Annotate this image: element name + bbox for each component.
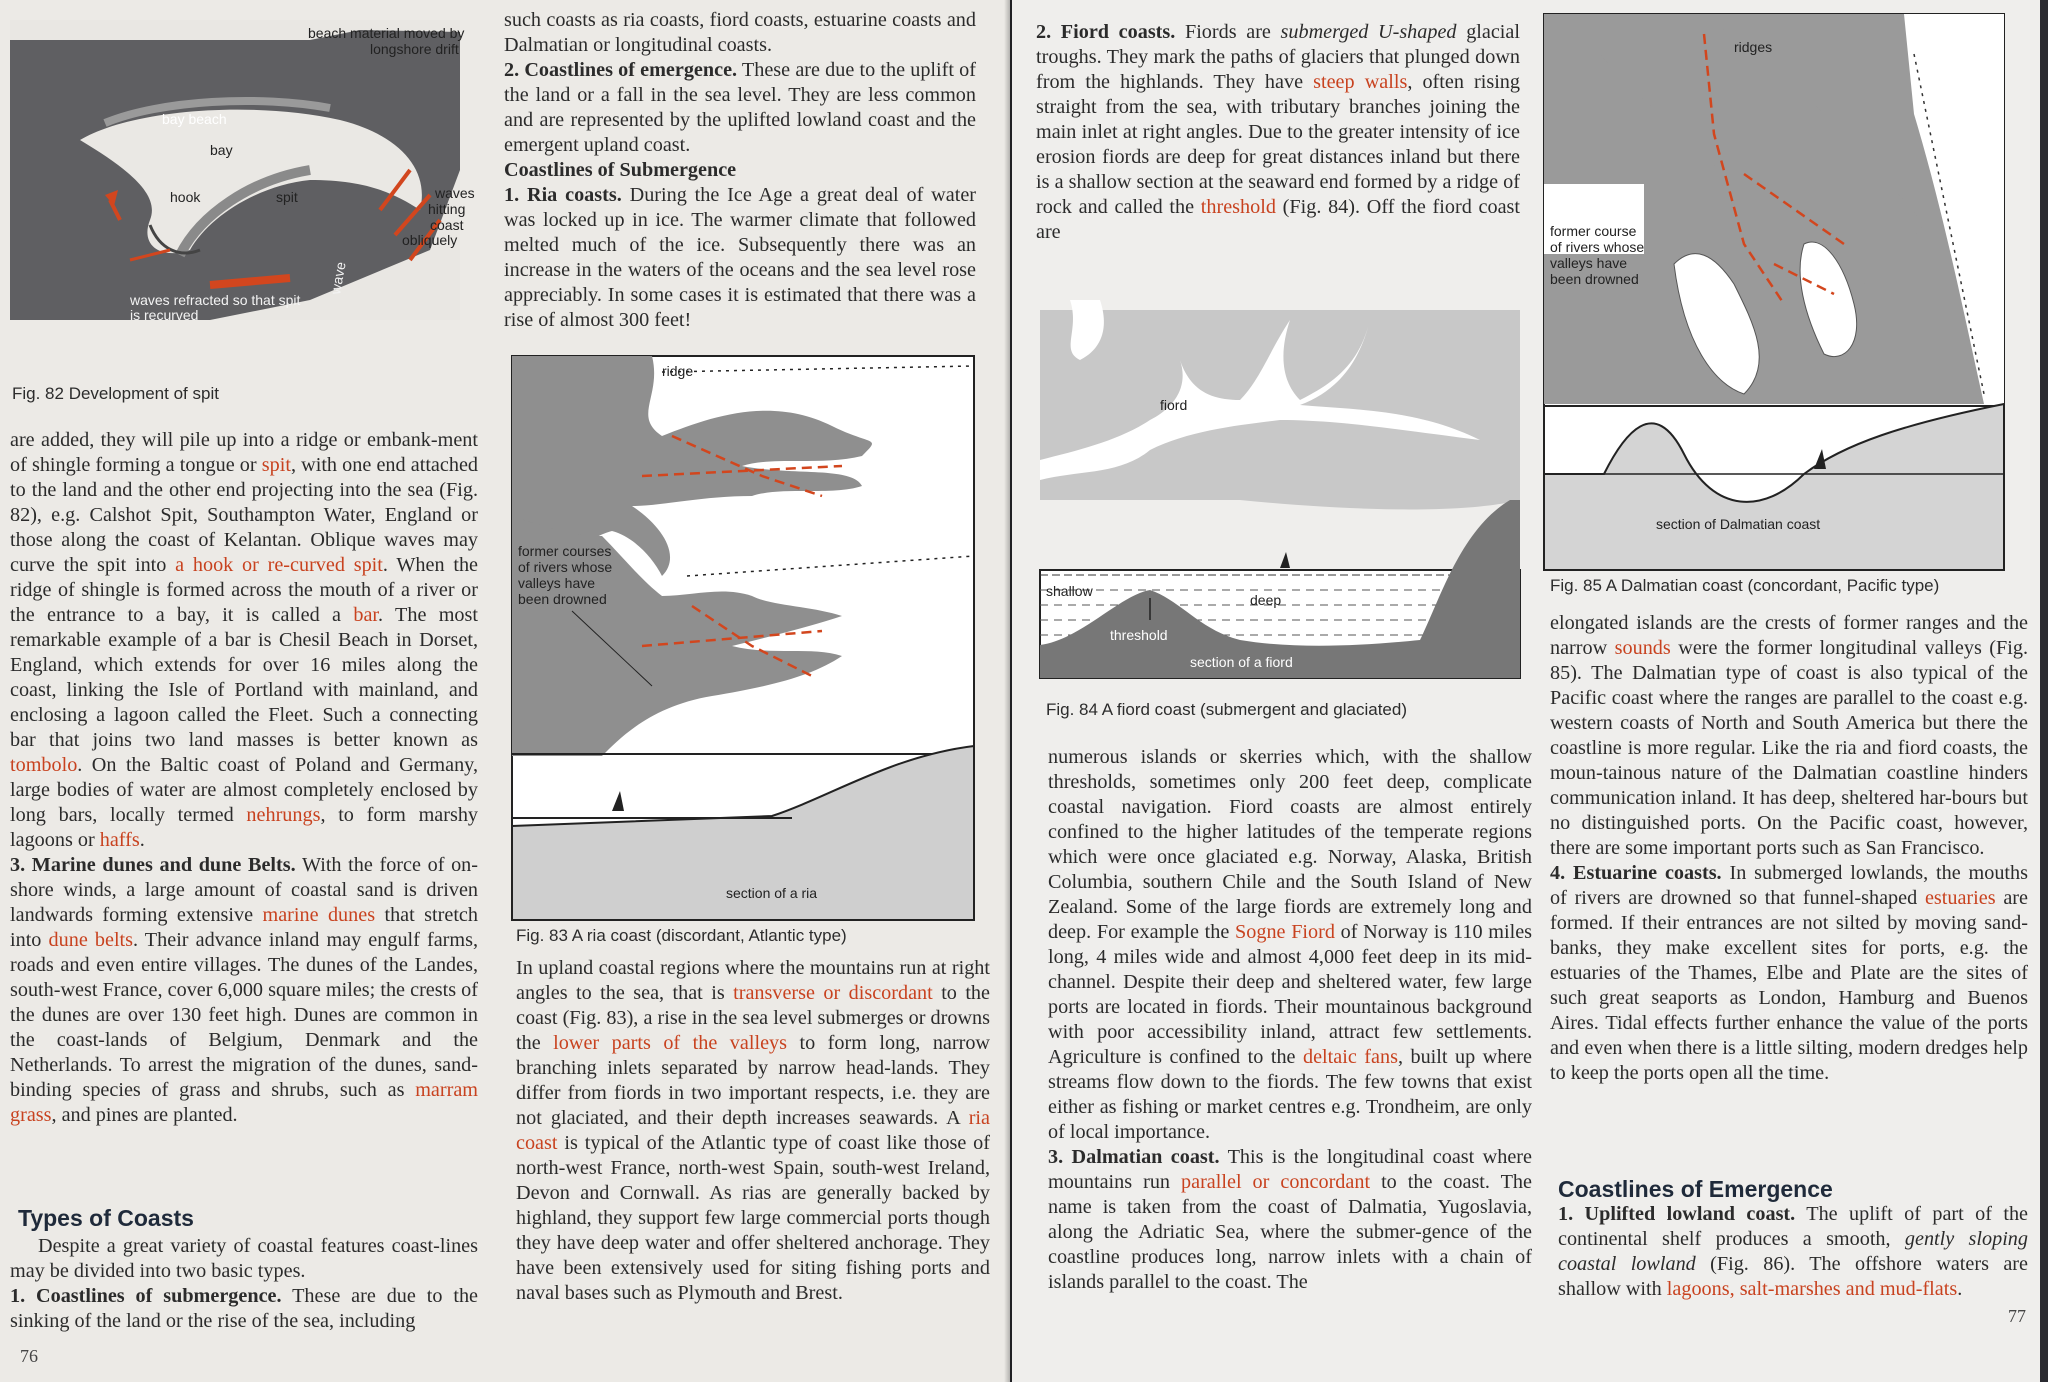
key-term: transverse or discordant: [733, 982, 933, 1004]
key-term: threshold: [1200, 196, 1276, 218]
paragraph: Despite a great variety of coastal features coast-lines may be divided into two basic types.: [10, 1235, 478, 1282]
fig83-label-former4: been drowned: [518, 591, 607, 607]
key-term: estuaries: [1924, 887, 1996, 909]
key-term: a hook or re-curved spit: [175, 554, 383, 576]
fig82-spit-diagram: [10, 20, 475, 323]
paragraph: 1. Coastlines of submergence. These are due to the sinking of the land or the rise of the sea, including: [10, 1285, 479, 1332]
column-3-top-text: [1036, 20, 1520, 245]
key-term: marram grass: [10, 1079, 478, 1126]
fig82-label-wave: wave: [327, 260, 349, 296]
fig82-label-hook: hook: [170, 189, 201, 205]
paragraph: 3. Marine dunes and dune Belts. With the force of on-shore winds, a large amount of coastal sand is driven landwards forming extensive marine dunes that stretch into dune belts. Their advance inland may engulf farms, roads and even entire villages. The dunes of the Landes, south-west France, cover 6,000 square miles; the crests of the dunes are over 130 feet high. Dunes are common in the coast-lands of Belgium, Denmark and the Netherlands. To arrest the migration of the dunes, sand-binding species of grass and shrubs, such as marram grass, and pines are planted.: [10, 854, 479, 1126]
fig82-label-waves3: coast: [430, 217, 464, 233]
types-of-coasts-heading: Types of Coasts: [18, 1205, 194, 1231]
bold-term: 3. Marine dunes and dune Belts.: [10, 854, 296, 876]
fig85-label-former1: former course: [1550, 223, 1637, 239]
fig83-label-former3: valleys have: [518, 575, 596, 591]
column-1-text: [10, 428, 478, 1128]
fig84-label-deep: deep: [1250, 592, 1282, 608]
key-term: lagoons, salt-marshes and mud-flats: [1666, 1278, 1958, 1300]
paragraph: In upland coastal regions where the mountains run at right angles to the sea, that is transverse or discordant to the coast (Fig. 83), a rise in the sea level submerges or drowns the lower parts of the valleys to form long, narrow branching inlets separated by narrow head-lands. They differ from fiords in two important respects, i.e. they are not glaciated, and their depth increases seawards. A ria coast is typical of the Atlantic type of coast like those of north-west France, north-west Spain, south-west Ireland, Devon and Cornwall. As rias are generally backed by highland, they support few large commercial ports though they have deep water and offer sheltered anchorage. They have been extensively used for siting fishing ports and naval bases such as Plymouth and Brest.: [516, 957, 990, 1304]
fig82-label-waves2: hitting: [428, 201, 466, 217]
key-term: tombolo: [10, 754, 78, 776]
page-number-right: 77: [2008, 1306, 2026, 1326]
paragraph: 4. Estuarine coasts. In submerged lowlands, the mouths of rivers are drowned so that funnel-shaped estuaries are formed. If their entrances are not silted by moving sand-banks, they make excellent sites for ports, e.g. the estuaries of the Thames, Elbe and Plate are the sites of such great seaports as London, Hamburg and Buenos Aires. Tidal effects further enhance the value of the ports and even when there is a little silting, modern dredges help to keep the ports open all the time.: [1550, 862, 2028, 1084]
coastlines-of-emergence-heading: Coastlines of Emergence: [1558, 1176, 1833, 1202]
fig84-label-threshold: threshold: [1110, 627, 1168, 643]
paragraph: [504, 158, 976, 183]
key-term: parallel or concordant: [1181, 1171, 1371, 1193]
key-term: steep walls: [1313, 71, 1408, 93]
bold-term: 1. Coastlines of submergence.: [10, 1285, 282, 1307]
fig85-label-ridges: ridges: [1734, 39, 1773, 55]
key-term: ria coast: [516, 1107, 990, 1154]
paragraph: 2. Fiord coasts. Fiords are submerged U-shaped glacial troughs. They mark the paths of glaciers that plunged down from the highlands. They have steep walls, often rising straight from the sea, with tributary branches joining the main inlet at right angles. Due to the greater intensity of ice erosion fiords are deep for great distances inland but there is a shallow section at the seaward end formed by a ridge of rock and called the threshold (Fig. 84). Off the fiord coast are: [1036, 21, 1521, 243]
key-term: spit: [261, 454, 291, 476]
fig83-caption: Fig. 83 A ria coast (discordant, Atlantic type): [516, 926, 847, 945]
fig83-ria-coast-diagram: [512, 356, 974, 920]
bold-term: 3. Dalmatian coast.: [1048, 1146, 1220, 1168]
fig82-label-drift2: longshore drift: [370, 41, 459, 57]
fig83-label-ridge: ridge: [662, 363, 694, 379]
fig82-label-bay-beach: bay beach: [162, 111, 227, 127]
paragraph: such coasts as ria coasts, fiord coasts, estuarine coasts and Dalmatian or longitudinal coasts.: [504, 9, 976, 56]
key-term: lower parts of the valleys: [553, 1032, 787, 1054]
key-term: nehrungs: [246, 804, 321, 826]
column-2-top-text: [504, 8, 976, 333]
key-term: Sogne Fiord: [1235, 921, 1335, 943]
fig82-label-bay: bay: [210, 142, 233, 158]
key-term: deltaic fans: [1303, 1046, 1398, 1068]
bold-term: 1. Ria coasts.: [504, 184, 622, 206]
fig83-label-section: section of a ria: [726, 885, 818, 901]
paragraph: numerous islands or skerries which, with the shallow thresholds, sometimes only 200 feet deep, complicate coastal navigation. Fiord coasts are almost entirely confined to the higher latitudes of the temperate regions which were once glaciated e.g. Norway, Alaska, British Columbia, southern Chile and the South Island of New Zealand. Some of the large fiords are extremely long and deep. For example the Sogne Fiord of Norway is 110 miles long, 4 miles wide and almost 4,000 feet deep in its mid-channel. Despite their deep and sheltered water, few large ports are located in fiords. Their mountainous background with poor accessibility inland, attract few settlements. Agriculture is confined to the deltaic fans, built up where streams flow down to the fiords. The few towns that exist either as fishing or market centres e.g. Trondheim, are only of local importance.: [1048, 746, 1533, 1143]
key-term: sounds: [1614, 637, 1671, 659]
italic-term: submerged U-shaped: [1280, 21, 1457, 43]
fig82-caption: Fig. 82 Development of spit: [12, 384, 219, 403]
paragraph: 1. Uplifted lowland coast. The uplift of part of the continental shelf produces a smooth, gently sloping coastal lowland (Fig. 86). The offshore waters are shallow with lagoons, salt-marshes and mud-flats.: [1558, 1203, 2029, 1300]
left-page: [0, 0, 1010, 1382]
bold-term: 2. Fiord coasts.: [1036, 21, 1176, 43]
fig84-label-shallow: shallow: [1046, 583, 1093, 599]
fig85-label-former4: been drowned: [1550, 271, 1639, 287]
fig85-dalmatian-coast-diagram: [1544, 14, 2004, 570]
column-4-text: [1550, 611, 2028, 1086]
fig82-label-waves4: obliquely: [402, 232, 458, 248]
paragraph: elongated islands are the crests of former ranges and the narrow sounds were the former longitudinal valleys (Fig. 85). The Dalmatian type of coast is also typical of the Pacific coast where the ranges are parallel to the coast e.g. western coasts of North and South America but there the coastline is more regular. Like the ria and fiord coasts, the moun-tainous nature of the Dalmatian coastline hinders communication inland. It has deep, sheltered har-bours but no distinguished ports. On the Pacific coast, however, there are some important ports such as San Francisco.: [1550, 612, 2028, 859]
bold-term: Coastlines of Submergence: [504, 159, 737, 181]
paragraph: are added, they will pile up into a ridge or embank-ment of shingle forming a tongue or spit, with one end attached to the land and the other end projecting into the sea (Fig. 82), e.g. Calshot Spit, Southampton Water, England or those along the coast of Kelantan. Oblique waves may curve the spit into a hook or re-curved spit. When the ridge of shingle is formed across the mouth of a river or the entrance to a bay, it is called a bar. The most remarkable example of a bar is Chesil Beach in Dorset, England, which extends for over 16 miles along the coast, linking the Isle of Portland with mainland, and enclosing a lagoon called the Fleet. Such a connecting bar that joins two land masses is better known as tombolo. On the Baltic coast of Poland and Germany, large bodies of water are almost completely enclosed by long bars, locally termed nehrungs, to form marshy lagoons or haffs.: [10, 429, 479, 851]
right-page: [1012, 0, 2040, 1382]
page-number-left: 76: [20, 1346, 38, 1366]
paragraph: 3. Dalmatian coast. This is the longitudinal coast where mountains run parallel or concordant to the coast. The name is taken from the coast of Dalmatia, Yugoslavia, along the Adriatic Sea, where the submer-gence of the coastline produces long, narrow inlets with a chain of islands parallel to the coast. The: [1048, 1146, 1532, 1293]
bold-term: 1. Uplifted lowland coast.: [1558, 1203, 1796, 1225]
paragraph: 1. Ria coasts. During the Ice Age a great deal of water was locked up in ice. The warmer climate that followed melted much of the ice. Subsequently there was an increase in the waters of the oceans and the sea level rose appreciably. In some cases it is estimated that there was a rise of almost 300 feet!: [504, 184, 977, 331]
fig82-label-refracted: waves refracted so that spit: [130, 292, 301, 308]
fig84-fiord-coast-diagram: [1040, 300, 1520, 680]
fig83-label-former1: former courses: [518, 543, 612, 559]
key-term: haffs: [99, 829, 140, 851]
coastlines-of-emergence-text: [1558, 1202, 2028, 1302]
fig84-label-section: section of a fiord: [1190, 654, 1293, 670]
fig83-label-former2: of rivers whose: [518, 559, 613, 575]
column-3-bottom-text: [1048, 745, 1532, 1295]
italic-term: gently sloping coastal lowland: [1558, 1228, 2028, 1275]
fig82-label-recurved: is recurved: [130, 307, 199, 323]
fig84-label-fiord: fiord: [1160, 397, 1188, 413]
paragraph: 2. Coastlines of emergence. These are due to the uplift of the land or a fall in the sea level. They are less common and are represented by the uplifted lowland coast and the emergent upland coast.: [504, 59, 976, 156]
fig85-label-section: section of Dalmatian coast: [1656, 516, 1821, 532]
fig82-label-waves1: waves: [435, 185, 475, 201]
key-term: dune belts: [48, 929, 134, 951]
fig82-label-drift: beach material moved by: [308, 25, 465, 41]
key-term: marine dunes: [262, 904, 376, 926]
bold-term: 2. Coastlines of emergence.: [504, 59, 738, 81]
fig85-label-former3: valleys have: [1550, 255, 1628, 271]
fig85-label-former2: of rivers whose: [1550, 239, 1645, 255]
column-2-bottom-text: [516, 956, 990, 1306]
types-of-coasts-text: [10, 1234, 478, 1334]
fig82-label-spit: spit: [276, 189, 298, 205]
bold-term: 4. Estuarine coasts.: [1550, 862, 1722, 884]
fig84-caption: Fig. 84 A fiord coast (submergent and glaciated): [1046, 700, 1407, 719]
fig85-caption: Fig. 85 A Dalmatian coast (concordant, Pacific type): [1550, 576, 1940, 595]
key-term: bar: [353, 604, 379, 626]
